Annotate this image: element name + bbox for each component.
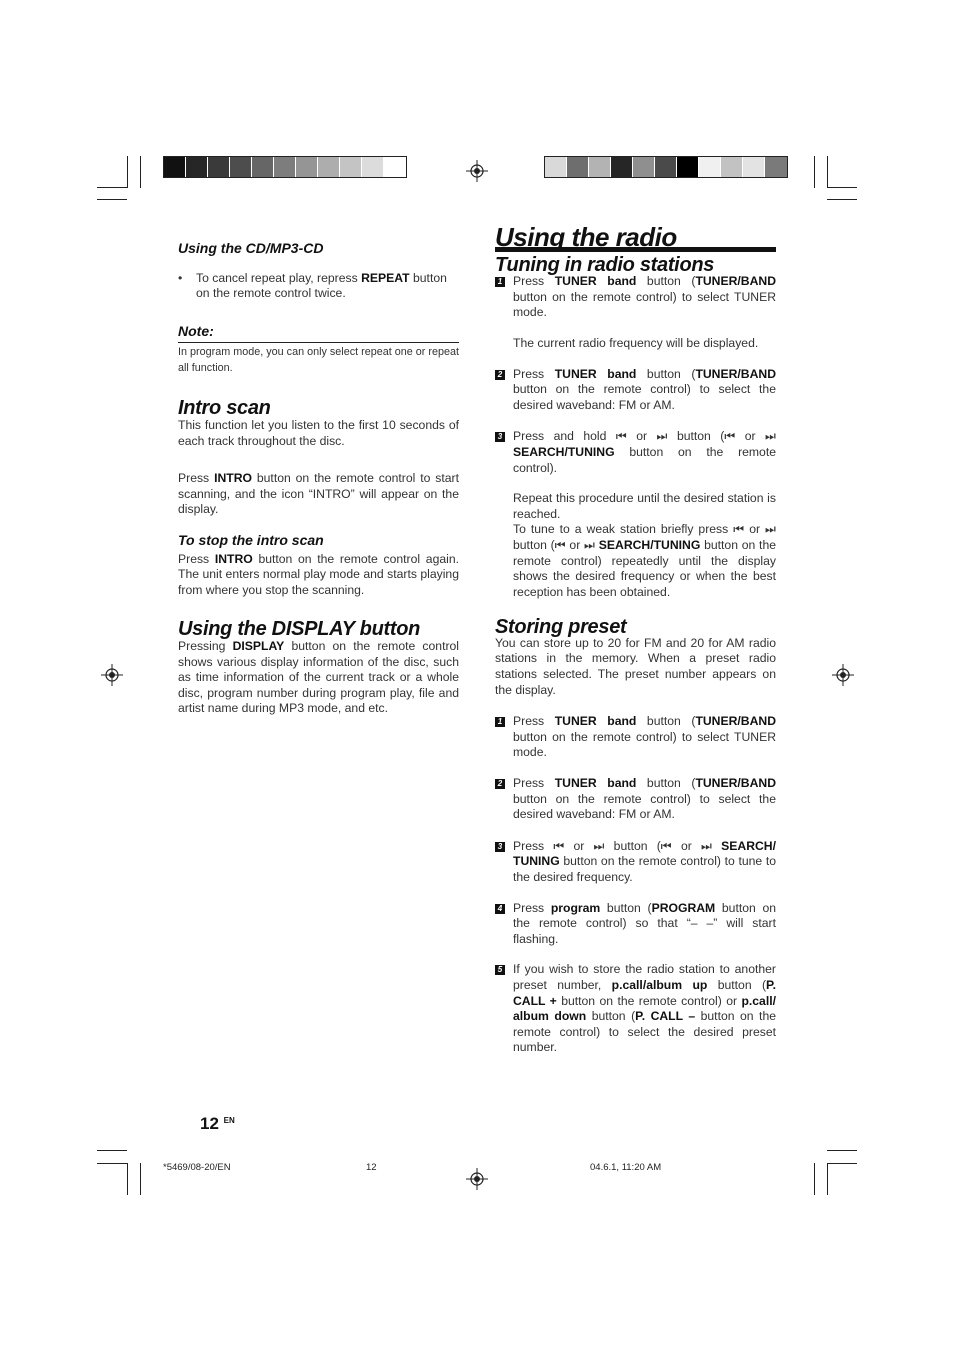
registration-target-icon [832, 664, 854, 686]
stop-intro-text: Press INTRO button on the remote control again. The unit enters normal play mode and starts playing from where you stop the scanning. [178, 551, 459, 597]
color-swatch [296, 157, 318, 177]
note-divider [178, 342, 459, 343]
storing-step: 3 Press ⏮ or ⏭ button (⏮ or ⏭ SEARCH/ TUNING button on the remote control) to tune to the desired frequency. [495, 839, 776, 886]
color-swatch [699, 157, 721, 177]
page-title: Using the radio [495, 222, 677, 252]
storing-step: 5 If you wish to store the radio station to another preset number, p.call/album up button (P. CALL + button on the remote control) or p.call/ album down button (P. CALL – button on the remote control) to select the desired preset number. [495, 962, 776, 1056]
registration-target-icon [466, 160, 488, 182]
color-swatch [208, 157, 230, 177]
color-swatch [384, 157, 406, 177]
color-swatch [633, 157, 655, 177]
color-swatch [164, 157, 186, 177]
color-swatch [655, 157, 677, 177]
intro-scan-heading: Intro scan [178, 397, 271, 420]
color-swatch [611, 157, 633, 177]
right-column [495, 222, 777, 1056]
footer-code: *5469/08-20/EN [163, 1162, 231, 1173]
left-column [178, 241, 459, 717]
color-swatch [743, 157, 765, 177]
color-swatch [721, 157, 743, 177]
registration-target-icon [466, 1168, 488, 1190]
color-swatch [186, 157, 208, 177]
color-swatch [252, 157, 274, 177]
color-swatch [567, 157, 589, 177]
intro-text: This function let you listen to the first 10 seconds of each track throughout the disc. [178, 417, 459, 448]
storing-step: 4 Press program button (PROGRAM button on the remote control) so that “– –” will start flashing. [495, 901, 776, 948]
color-swatch [545, 157, 567, 177]
tuning-step: 3 Press and hold ⏮ or ⏭ button (⏮ or ⏭ SEARCH/TUNING button on the remote control). Repeat this procedure until the desired station is reached. To tune to a weak station briefly press ⏮ or ⏭ button (⏮ or ⏭ SEARCH/TUNING button on the remote control) repeatedly until the display shows the desired frequency or when the best reception has been obtained. [495, 429, 776, 600]
section-heading-cd: Using the CD/MP3-CD [178, 240, 324, 256]
page-language: EN [223, 1116, 235, 1125]
page-number: 12 $^{EN}$ [200, 1114, 235, 1133]
color-swatch [340, 157, 362, 177]
color-swatch [274, 157, 296, 177]
tuning-heading: Tuning in radio stations [495, 253, 715, 276]
footer-page: 12 [366, 1162, 377, 1173]
registration-target-icon [101, 664, 123, 686]
color-swatch [765, 157, 787, 177]
stop-intro-heading: To stop the intro scan [178, 531, 324, 548]
color-swatch [230, 157, 252, 177]
color-swatch [589, 157, 611, 177]
color-swatch [677, 157, 699, 177]
storing-step: 2 Press TUNER band button (TUNER/BAND button on the remote control) to select the desired waveband: FM or AM. [495, 776, 776, 823]
display-text: Pressing DISPLAY button on the remote control shows various display information of the disc, such as time information of the current track or a whole disc, program number during program play, file and artist name during MP3 mode, and etc. [178, 638, 460, 716]
repeat-bullet: • To cancel repeat play, repress REPEAT button on the remote control twice. [178, 270, 447, 301]
color-bar-left [163, 156, 407, 178]
tuning-step: 1 Press TUNER band button (TUNER/BAND button on the remote control) to select TUNER mode. The current radio frequency will be displayed. [495, 274, 776, 351]
storing-heading: Storing preset [495, 616, 627, 639]
intro-press-text: Press INTRO button on the remote control to start scanning, and the icon “INTRO” will appear on the display. [178, 471, 460, 517]
color-swatch [362, 157, 384, 177]
tuning-step: 2 Press TUNER band button (TUNER/BAND button on the remote control) to select the desired waveband: FM or AM. [495, 367, 776, 414]
storing-intro: You can store up to 20 for FM and 20 for AM radio stations in the memory. When a preset radio stations selected. The preset number appears on the display. [495, 635, 776, 697]
display-button-heading: Using the DISPLAY button [178, 618, 421, 641]
storing-step: 1 Press TUNER band button (TUNER/BAND button on the remote control) to select TUNER mode. [495, 714, 776, 761]
color-swatch [318, 157, 340, 177]
note-text: In program mode, you can only select repeat one or repeat all function. [178, 346, 459, 375]
color-bar-right [544, 156, 788, 178]
note-heading: Note: [178, 322, 214, 339]
footer-date: 04.6.1, 11:20 AM [590, 1162, 662, 1173]
